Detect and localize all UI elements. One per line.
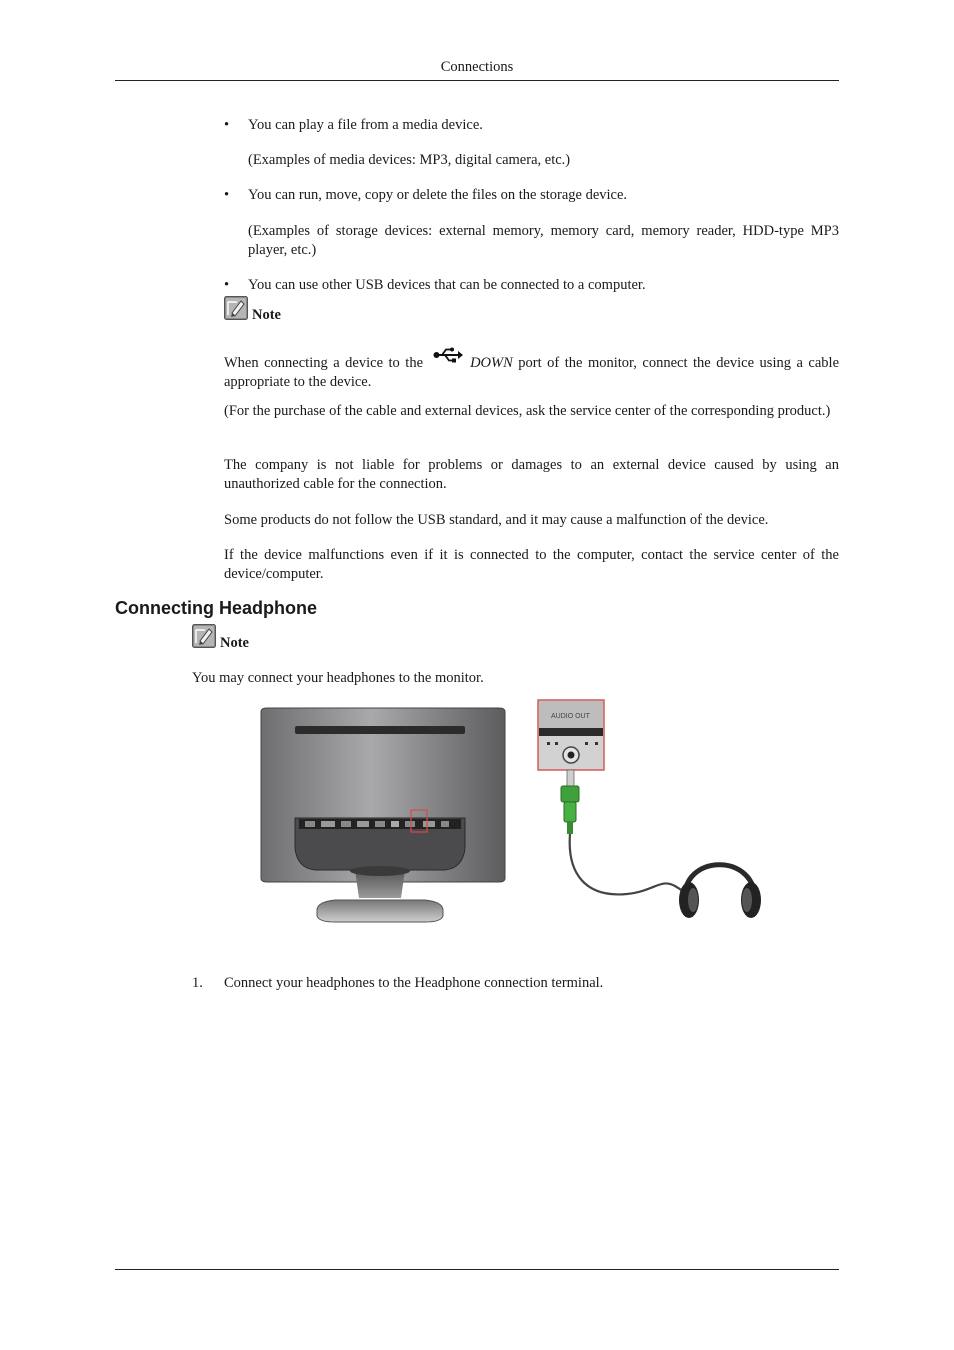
list-item-text: You can run, move, copy or delete the files on the storage device. [248,187,628,203]
note-pencil-icon [192,624,216,648]
note-label: Note [220,635,249,651]
list-item-sub: (Examples of media devices: MP3, digital camera, etc.) [248,152,571,168]
step-text: Connect your headphones to the Headphone connection terminal. [224,975,604,991]
note-paragraph: (For the purchase of the cable and external devices, ask the service center of the corresponding product.) [224,403,831,419]
usb-icon [433,347,463,363]
note-paragraph: The company is not liable for problems or damages to an external device caused by using an unauthorized cable for the connection. [224,457,839,492]
numbered-step [192,974,839,993]
headphone-connection-figure [255,698,765,930]
port-name: DOWN [470,355,513,371]
note-text: When connecting a device to the [224,355,424,371]
header-rule [115,80,839,81]
note-label: Note [252,307,281,323]
bullet: • [224,277,230,293]
list-item-text: You can play a file from a media device. [248,117,483,133]
note-paragraph: Some products do not follow the USB standard, and it may cause a malfunction of the device. [224,512,769,528]
list-item [224,276,839,295]
list-item [224,186,839,205]
bullet: • [224,117,230,133]
footer-rule [115,1269,839,1270]
note-paragraph: If the device malfunctions even if it is connected to the computer, contact the service center of the device/computer. [224,547,839,582]
note-paragraph [224,347,839,392]
note-text: port of the monitor, connect the device using a cable appropriate to the device. [224,355,840,390]
page-header-title: Connections [440,59,514,75]
note-paragraph: You may connect your headphones to the monitor. [192,670,484,686]
list-item-sub: (Examples of storage devices: external memory, memory card, memory reader, HDD-type MP3 player, etc.) [248,223,839,258]
bullet: • [224,187,230,203]
list-item-text: You can use other USB devices that can be connected to a computer. [248,277,646,293]
step-number: 1. [192,975,203,991]
audio-out-label: AUDIO OUT [551,713,590,720]
usb-feature-list [224,116,839,135]
note-pencil-icon [224,296,248,320]
section-title: Connecting Headphone [115,598,317,618]
list-item [224,116,839,135]
monitor-headphone-illustration [255,698,765,930]
vent-slot [295,726,465,734]
